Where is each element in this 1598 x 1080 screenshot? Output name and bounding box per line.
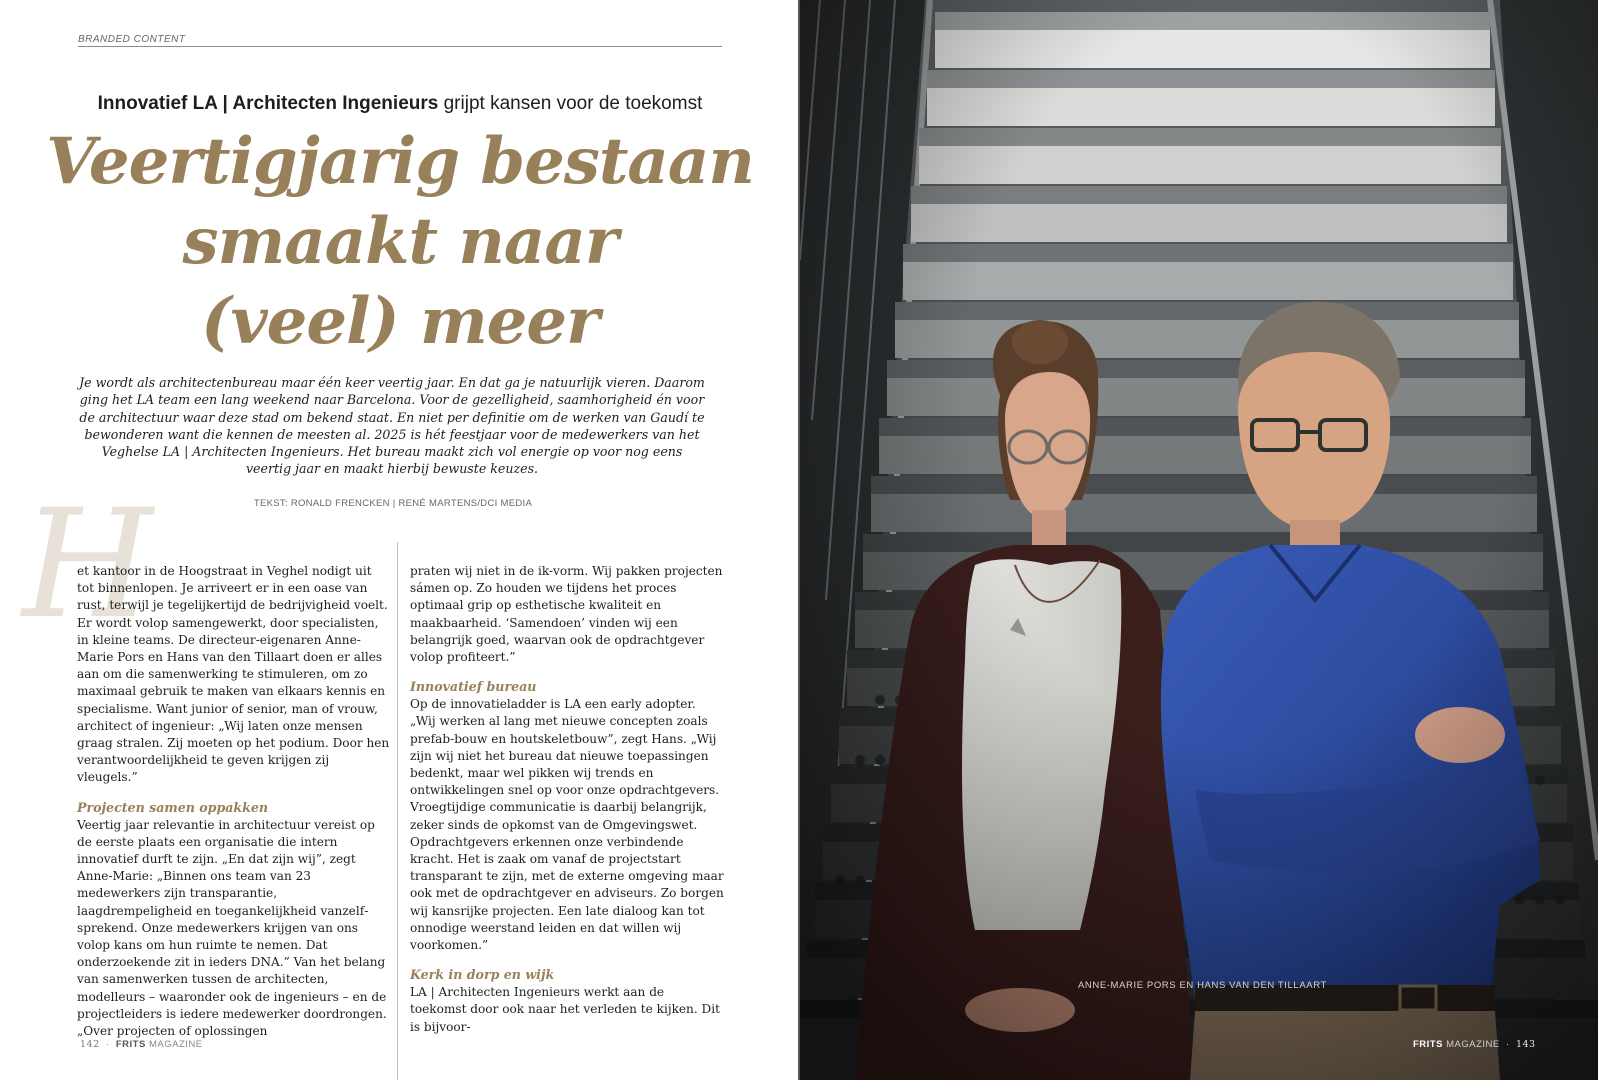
headline-line: smaakt naar [182,204,618,279]
magazine-brand: FRITS [1413,1039,1443,1050]
page-number: 143 [1515,1039,1536,1050]
headline-line: (veel) meer [201,284,599,359]
paragraph: praten wij niet in de ik-vorm. Wij pakken projecten sámen op. Zo houden we tijdens het proces optimaal grip op esthetische kwaliteit en maakbaarheid. ‘Samendoen’ vinden wij een belangrijk goed, waarvan ook de opdrachtgever volop profiteert.” [410,564,723,665]
page-footer-left: 142 · FRITS MAGAZINE [80,1039,203,1050]
page-footer-right: FRITS MAGAZINE · 143 [1413,1039,1536,1050]
drop-cap: H [22,478,153,652]
article-credit: TEKST: RONALD FRENCKEN | RENÉ MARTENS/DCI MEDIA [253,498,533,509]
subhead-rest: grijpt kansen voor de toekomst [438,93,703,114]
headline-line: Veertigjarig bestaan [46,124,754,199]
portrait-photo [800,0,1598,1080]
column-divider [397,542,398,1080]
photo-illustration [800,0,1598,1080]
article-headline [40,122,760,362]
magazine-word: MAGAZINE [148,1039,203,1050]
paragraph: et kantoor in de Hoogstraat in Veghel nodigt uit tot binnenlopen. Je arriveert er in een oase van rust, terwijl je tegelijkertijd de bedrijvigheid voelt. Er wordt volop samengewerkt, door specialisten, in kleine teams. De directeur-eigenaren Anne-Marie Pors en Hans van den Tillaart doen er alles aan om die samenwerking te stimuleren, om zo maximaal gebruik te maken van elkaars kennis en specialisme. Want junior of senior, man of vrouw, architect of ingenieur: „Wij laten onze mensen graag stralen. Zij moeten op het podium. Door hen verantwoordelijkheid te geven krijgen zij vleugels.” [77,564,390,785]
subhead-company: Innovatief LA | Architecten Ingenieurs [97,93,439,114]
photo-vignette [800,0,1598,1080]
section-heading: Projecten samen oppakken [77,799,269,815]
text-column-1 [77,563,391,1040]
article-subhead [60,93,740,115]
paragraph: LA | Architecten Ingenieurs werkt aan de toekomst door ook naar het verleden te kijken. Dit is bijvoor- [410,985,720,1034]
paragraph: Veertig jaar relevantie in architectuur vereist op de eerste plaats een organisatie die intern innovatief durft te zijn. „En dat zijn wij”, zegt Anne-Marie: „Binnen ons team van 23 medewerkers zijn transparantie, laagdrempeligheid en toegankelijkheid vanzelfsprekend. Onze medewerkers krijgen van ons volop kans om hun ruimte te nemen. Dat onderzoekende zit in ieders DNA.” Van het belang van samenwerken tussen de architecten, modelleurs – waaronder ook de ingenieurs – en de projectleiders is iedere medewerker doordrongen. „Over projecten of oplossingen [77,817,387,1039]
magazine-brand: FRITS [115,1039,146,1050]
branded-content-label: BRANDED CONTENT [78,34,722,47]
page-number: 142 [80,1039,100,1050]
section-heading: Innovatief bureau [410,679,537,695]
section-heading: Kerk in dorp en wijk [410,967,555,983]
text-column-2 [410,563,724,1036]
photo-caption: ANNE-MARIE PORS EN HANS VAN DEN TILLAART [1078,980,1327,991]
paragraph: Op de innovatieladder is LA een early adopter. „Wij werken al lang met nieuwe concepten zoals prefab-bouw en houtskeletbouw”, zegt Hans. „Wij zijn wij niet het bureau dat nieuwe toepassingen bedenkt, maar wel pikken wij trends en ontwikkelingen snel op voor onze opdrachtgevers. Vroegtijdige communicatie is daarbij belangrijk, zeker sinds de opkomst van de Omgevingswet. Opdrachtgevers erkennen onze verbindende kracht. Het is zaak om vanaf de projectstart transparant te zijn, met de externe omgeving maar ook met de opdrachtgever en adviseurs. Zo borgen wij kansrijke projecten. Een late dialoog kan tot onnodige weerstand leiden en dat willen wij voorkomen.” [410,697,724,953]
magazine-word: MAGAZINE [1446,1039,1500,1050]
article-intro: Je wordt als architectenbureau maar één keer veertig jaar. En dat ga je natuurlijk vieren. Daarom ging het LA team een lang weekend naar Barcelona. Voor de gezelligheid, saamhorigheid én voor de architectuur waar deze stad om bekend staat. En niet per definitie om de werken van Gaudí te bewonderen want die kennen de meesten al. 2025 is hét feestjaar voor de medewerkers van het Veghelse LA | Architecten Ingenieurs. Het bureau maakt zich vol energie op voor nog eens veertig jaar en maakt hierbij bewuste keuzes. [79,375,705,477]
